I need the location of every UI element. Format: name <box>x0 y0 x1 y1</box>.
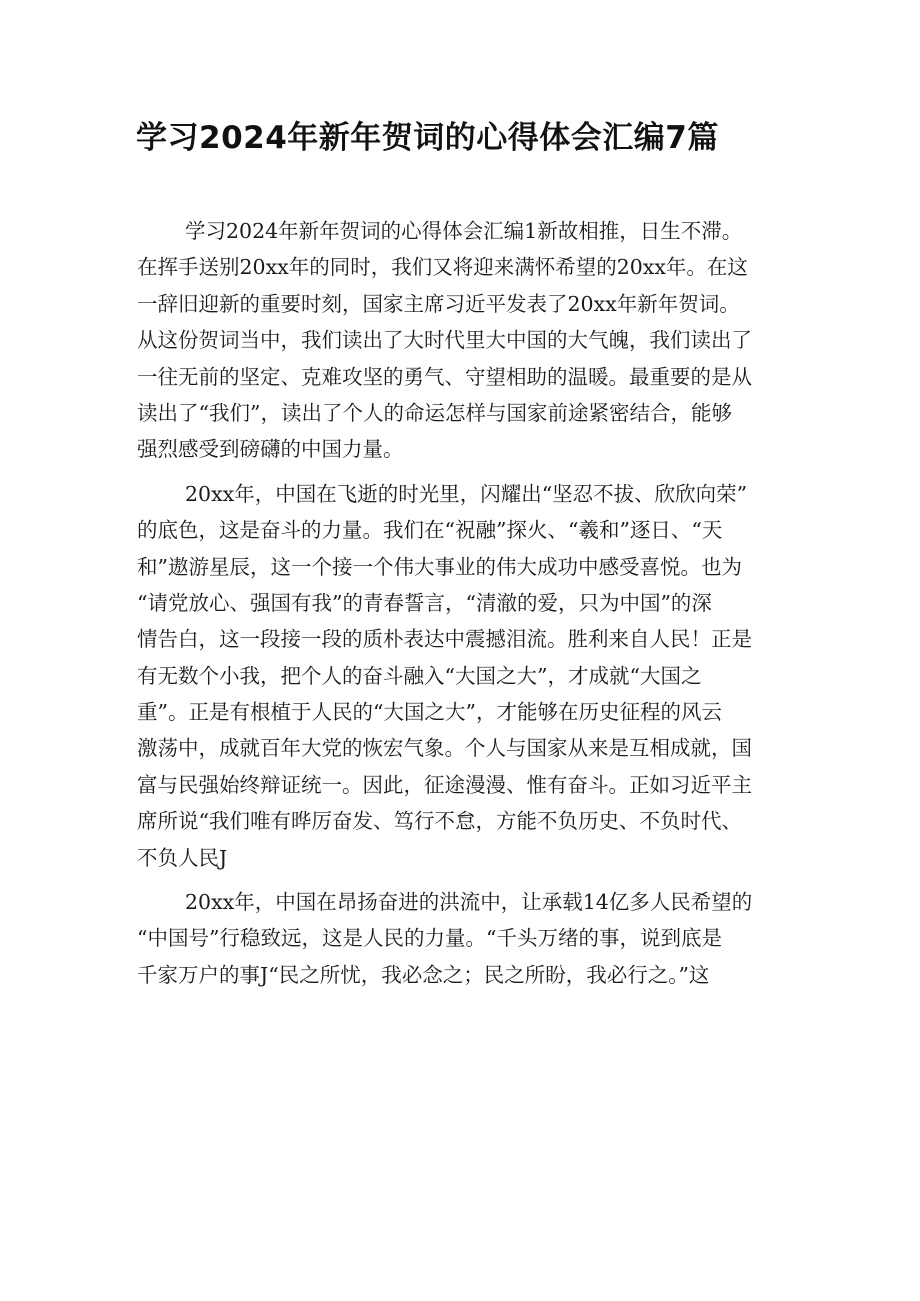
text-line: 重”。正是有根植于人民的“大国之大”，才能够在历史征程的风云 <box>137 700 722 725</box>
text-line: 一往无前的坚定、克难攻坚的勇气、守望相助的温暖。最重要的是从 <box>137 364 752 389</box>
text-line: 在挥手送别20xx年的同时，我们又将迎来满怀希望的20xx年。在这 <box>137 255 748 280</box>
text-line: 和”遨游星辰，这一个接一个伟大事业的伟大成功中感受喜悦。也为 <box>137 554 742 579</box>
text-line: 一辞旧迎新的重要时刻，国家主席习近平发表了20xx年新年贺词。 <box>137 291 740 316</box>
text-line: 强烈感受到磅礴的中国力量。 <box>137 437 404 462</box>
text-line: 读出了“我们”，读出了个人的命运怎样与国家前途紧密结合，能够 <box>137 400 732 425</box>
paragraph-1 <box>137 213 797 468</box>
text-line: 从这份贺词当中，我们读出了大时代里大中国的大气魄，我们读出了 <box>137 328 752 353</box>
paragraph-3 <box>137 884 797 993</box>
text-line: 富与民强始终辩证统一。因此，征途漫漫、惟有奋斗。正如习近平主 <box>137 772 752 797</box>
text-line: “请党放心、强国有我”的青春誓言，“清澈的爱，只为中国”的深 <box>137 590 712 615</box>
text-line: 情告白，这一段接一段的质朴表达中震撼泪流。胜利来自人民！正是 <box>137 627 752 652</box>
text-line: 不负人民J <box>137 845 228 870</box>
text-line: 有无数个小我，把个人的奋斗融入“大国之大”，才成就“大国之 <box>137 663 702 688</box>
text-line: 的底色，这是奋斗的力量。我们在“祝融”探火、“羲和”逐日、“天 <box>137 518 723 543</box>
text-line: 席所说“我们唯有晔厉奋发、笃行不怠，方能不负历史、不负时代、 <box>137 809 742 834</box>
text-line: “中国号”行稳致远，这是人民的力量。“千头万绪的事，说到底是 <box>137 926 722 951</box>
paragraph-2 <box>137 476 797 876</box>
text-line: 千家万户的事J“民之所忧，我必念之；民之所盼，我必行之。”这 <box>137 962 710 987</box>
document-body <box>137 213 797 993</box>
text-line: 20xx年，中国在昂扬奋进的洪流中，让承载14亿多人民希望的 <box>185 890 753 915</box>
text-line: 学习2024年新年贺词的心得体会汇编1新故相推，日生不滞。 <box>185 219 743 243</box>
text-line: 20xx年，中国在飞逝的时光里，闪耀出“坚忍不拔、欣欣向荣” <box>185 481 748 506</box>
text-line: 激荡中，成就百年大党的恢宏气象。个人与国家从来是互相成就，国 <box>137 736 752 761</box>
document-title: 学习2024年新年贺词的心得体会汇编7篇 <box>136 120 719 156</box>
